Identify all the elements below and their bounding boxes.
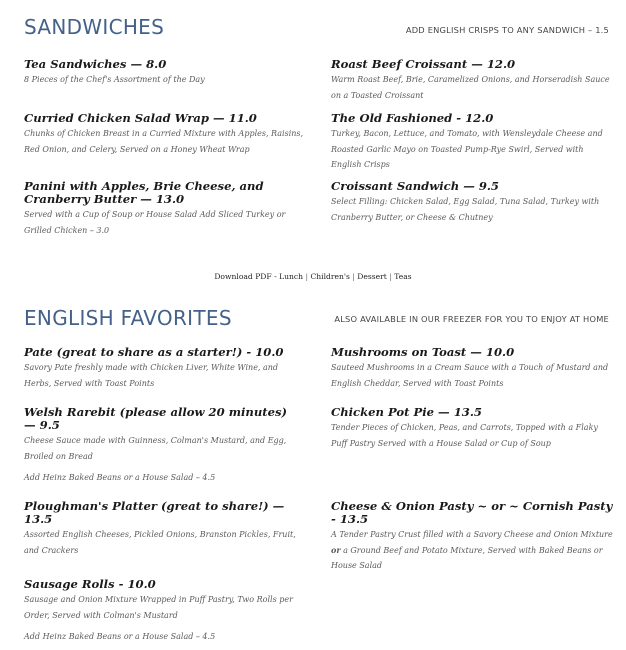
- menu-item: [24, 406, 292, 485]
- item-description: Warm Roast Beef, Brie, Caramelized Onions, and Horseradish Sauce on a Toasted Croissant: [331, 75, 610, 100]
- item-title: Ploughman's Platter (great to share!) — 13.5: [24, 499, 285, 526]
- item-title: Tea Sandwiches — 8.0: [24, 57, 167, 71]
- item-description: Sausage and Onion Mixture Wrapped in Puff Pastry, Two Rolls per Order, Served with Colman's Mustard: [24, 595, 293, 620]
- menu-item: [24, 112, 304, 157]
- download-label: Download PDF -: [214, 272, 277, 281]
- menu-item: [24, 578, 304, 644]
- download-dessert-link[interactable]: Dessert: [357, 272, 387, 281]
- menu-item: [331, 112, 616, 173]
- item-description: Chunks of Chicken Breast in a Curried Mixture with Apples, Raisins, Red Onion, and Celery, Served on a Honey Wheat Wrap: [24, 129, 304, 154]
- section-heading-english-favorites: ENGLISH FAVORITES: [24, 306, 232, 330]
- item-description: Tender Pieces of Chicken, Peas, and Carrots, Topped with a Flaky Puff Pastry Served with a House Salad or Cup of Soup: [331, 423, 598, 448]
- item-title: Roast Beef Croissant — 12.0: [331, 57, 516, 71]
- menu-item: [331, 58, 616, 103]
- item-description: Served with a Cup of Soup or House Salad Add Sliced Turkey or Grilled Chicken – 3.0: [24, 210, 286, 235]
- download-childrens-link[interactable]: Children's: [310, 272, 350, 281]
- download-teas-link[interactable]: Teas: [394, 272, 412, 281]
- item-title: Pate (great to share as a starter!) - 10.0: [24, 345, 284, 359]
- sandwiches-note: ADD ENGLISH CRISPS TO ANY SANDWICH – 1.5: [405, 25, 609, 35]
- separator: |: [352, 272, 355, 281]
- separator: |: [305, 272, 309, 281]
- separator: |: [389, 272, 392, 281]
- menu-item: [24, 58, 304, 88]
- item-description: Select Filling: Chicken Salad, Egg Salad, Tuna Salad, Turkey with Cranberry Butter, or Cheese & Chutney: [331, 197, 600, 222]
- item-addon: Add Heinz Baked Beans or a House Salad – 4.5: [24, 473, 216, 482]
- item-title: Panini with Apples, Brie Cheese, and Cranberry Butter — 13.0: [24, 179, 264, 206]
- item-title: Cheese & Onion Pasty ~ or ~ Cornish Pasty - 13.5: [331, 499, 613, 526]
- download-pdf-bar: [0, 272, 626, 281]
- item-title: Chicken Pot Pie — 13.5: [331, 405, 482, 419]
- menu-item: [24, 500, 314, 558]
- item-addon: Add Heinz Baked Beans or a House Salad – 4.5: [24, 632, 216, 641]
- menu-item: [331, 346, 616, 391]
- item-description: Savory Pate freshly made with Chicken Liver, White Wine, and Herbs, Served with Toast Points: [24, 363, 279, 388]
- item-description: Cheese Sauce made with Guinness, Colman's Mustard, and Egg, Broiled on Bread: [24, 436, 287, 461]
- menu-item: [331, 500, 616, 574]
- menu-item: [24, 179, 286, 238]
- item-description: Assorted English Cheeses, Pickled Onions, Branston Pickles, Fruit, and Crackers: [24, 530, 296, 555]
- item-description: [331, 527, 616, 574]
- item-title: Curried Chicken Salad Wrap — 11.0: [24, 111, 257, 125]
- item-description: Sauteed Mushrooms in a Cream Sauce with a Touch of Mustard and English Cheddar, Served with Toast Points: [331, 363, 609, 388]
- menu-item: [24, 346, 304, 391]
- download-lunch-link[interactable]: Lunch: [279, 272, 304, 281]
- desc-part: a Ground Beef and Potato Mixture, Served with Baked Beans or House Salad: [331, 545, 603, 570]
- section-heading-sandwiches: SANDWICHES: [24, 15, 165, 39]
- item-title: Mushrooms on Toast — 10.0: [331, 345, 515, 359]
- item-title: Croissant Sandwich — 9.5: [331, 179, 499, 193]
- favorites-note: ALSO AVAILABLE IN OUR FREEZER FOR YOU TO ENJOY AT HOME: [334, 314, 609, 324]
- item-title: Sausage Rolls - 10.0: [24, 577, 156, 591]
- menu-item: [331, 406, 616, 451]
- menu-item: [331, 180, 616, 225]
- desc-part: A Tender Pastry Crust filled with a Savory Cheese and Onion Mixture: [331, 530, 613, 539]
- item-description: Turkey, Bacon, Lettuce, and Tomato, with Wensleydale Cheese and Roasted Garlic Mayo on Toasted Pump-Rye Swirl, Served with English Crisps: [331, 129, 603, 169]
- item-description: 8 Pieces of the Chef's Assortment of the Day: [24, 75, 205, 84]
- item-title: The Old Fashioned - 12.0: [331, 111, 494, 125]
- desc-or: or: [331, 544, 341, 555]
- item-title: Welsh Rarebit (please allow 20 minutes) — 9.5: [24, 405, 287, 432]
